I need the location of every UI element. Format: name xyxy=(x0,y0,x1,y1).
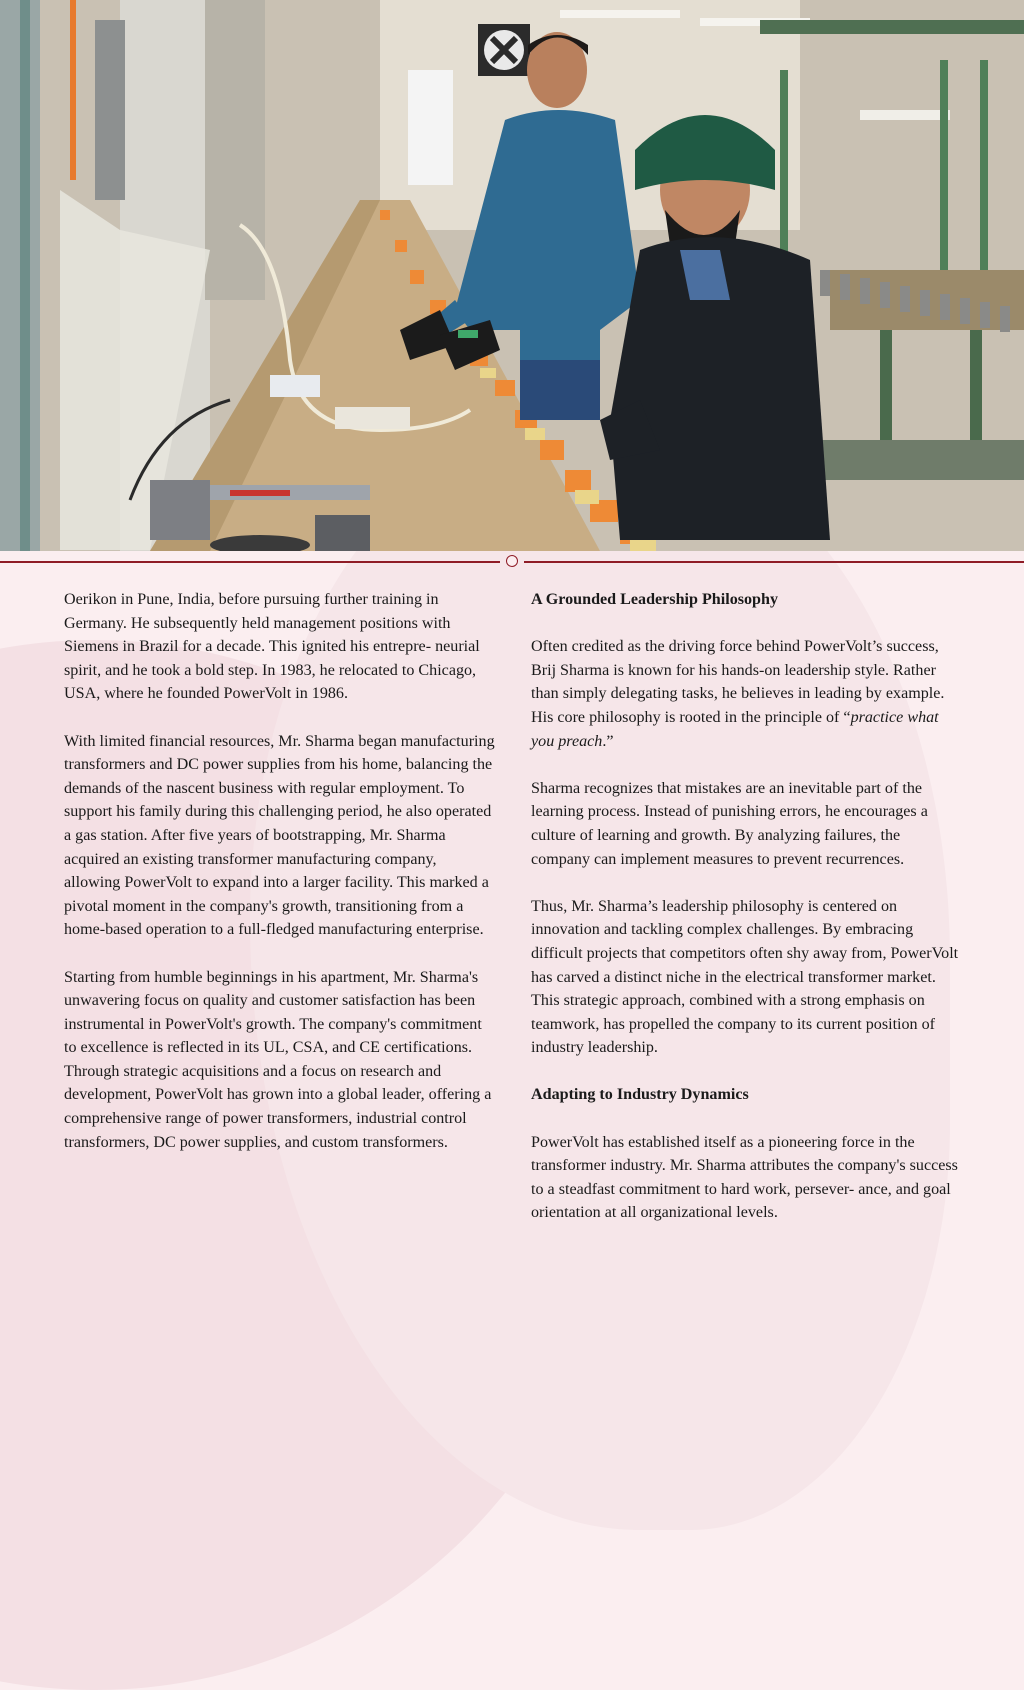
left-column xyxy=(64,588,496,1178)
paragraph: Sharma recognizes that mistakes are an inevitable part of the learning process. Instead of punishing errors, he encourages a culture of learning and growth. By analyzing failures, the company can implement measures to prevent recurrences. xyxy=(531,779,928,868)
divider-circle-icon xyxy=(506,555,518,567)
paragraph xyxy=(531,635,963,753)
quote-text: practice what you preach xyxy=(531,708,939,750)
section-heading: Adapting to Industry Dynamics xyxy=(531,1086,749,1104)
factory-photo-icon xyxy=(0,0,1024,551)
factory-photo xyxy=(0,0,1024,551)
section-heading: A Grounded Leadership Philosophy xyxy=(531,591,778,608)
paragraph: Thus, Mr. Sharma’s leadership philosophy is centered on innovation and tackling complex challenges. By embracing difficult projects that competitors often shy away from, PowerVolt has carved a distinct niche in the electrical transformer market. This strategic approach, combined with a strong emphasis on teamwork, has propelled the company to its current position of industry leadership. xyxy=(531,897,959,1057)
paragraph-text: Often credited as the driving force behind PowerVolt’s success, Brij Sharma is known for his hands-on leadership style. Rather than simply delegating tasks, he believes in leading by example. His core philosophy is rooted in the principle of “ xyxy=(531,638,945,726)
paragraph: Starting from humble beginnings in his apartment, Mr. Sharma's unwavering focus on quality and customer satisfaction has been instrumental in PowerVolt's growth. The company's commitment to excellence is reflected in its UL, CSA, and CE certifications. Through strategic acquisitions and a focus on research and development, PowerVolt has grown into a global leader, offering a comprehensive range of power transformers, industrial control transformers, DC power supplies, and custom transformers. xyxy=(64,968,492,1151)
paragraph: With limited financial resources, Mr. Sharma began manufacturing transformers and DC power supplies from his home, balancing the demands of the nascent business with regular employment. To support his family during this challenging period, he also operated a gas station. After five years of bootstrapping, Mr. Sharma acquired an existing transformer manufacturing company, allowing PowerVolt to expand into a larger facility. This marked a pivotal moment in the company's growth, transitioning from a home-based operation to a full-fledged manufacturing enterprise. xyxy=(64,732,495,939)
divider-line-right xyxy=(524,561,1024,563)
divider-line-left xyxy=(0,561,500,563)
paragraph: Oerikon in Pune, India, before pursuing further training in Germany. He subsequently held management positions with Siemens in Brazil for a decade. This ignited his entrepre- neurial spirit, and he took a bold step. In 1983, he relocated to Chicago, USA, where he founded PowerVolt in 1986. xyxy=(64,591,480,703)
paragraph: PowerVolt has established itself as a pioneering force in the transformer industry. Mr. Sharma attributes the company's success to a steadfast commitment to hard work, persever- ance, and goal orientation at all organizational levels. xyxy=(531,1133,958,1222)
section-divider xyxy=(0,561,1024,563)
right-column xyxy=(531,588,963,1249)
paragraph-text: .” xyxy=(602,732,614,750)
